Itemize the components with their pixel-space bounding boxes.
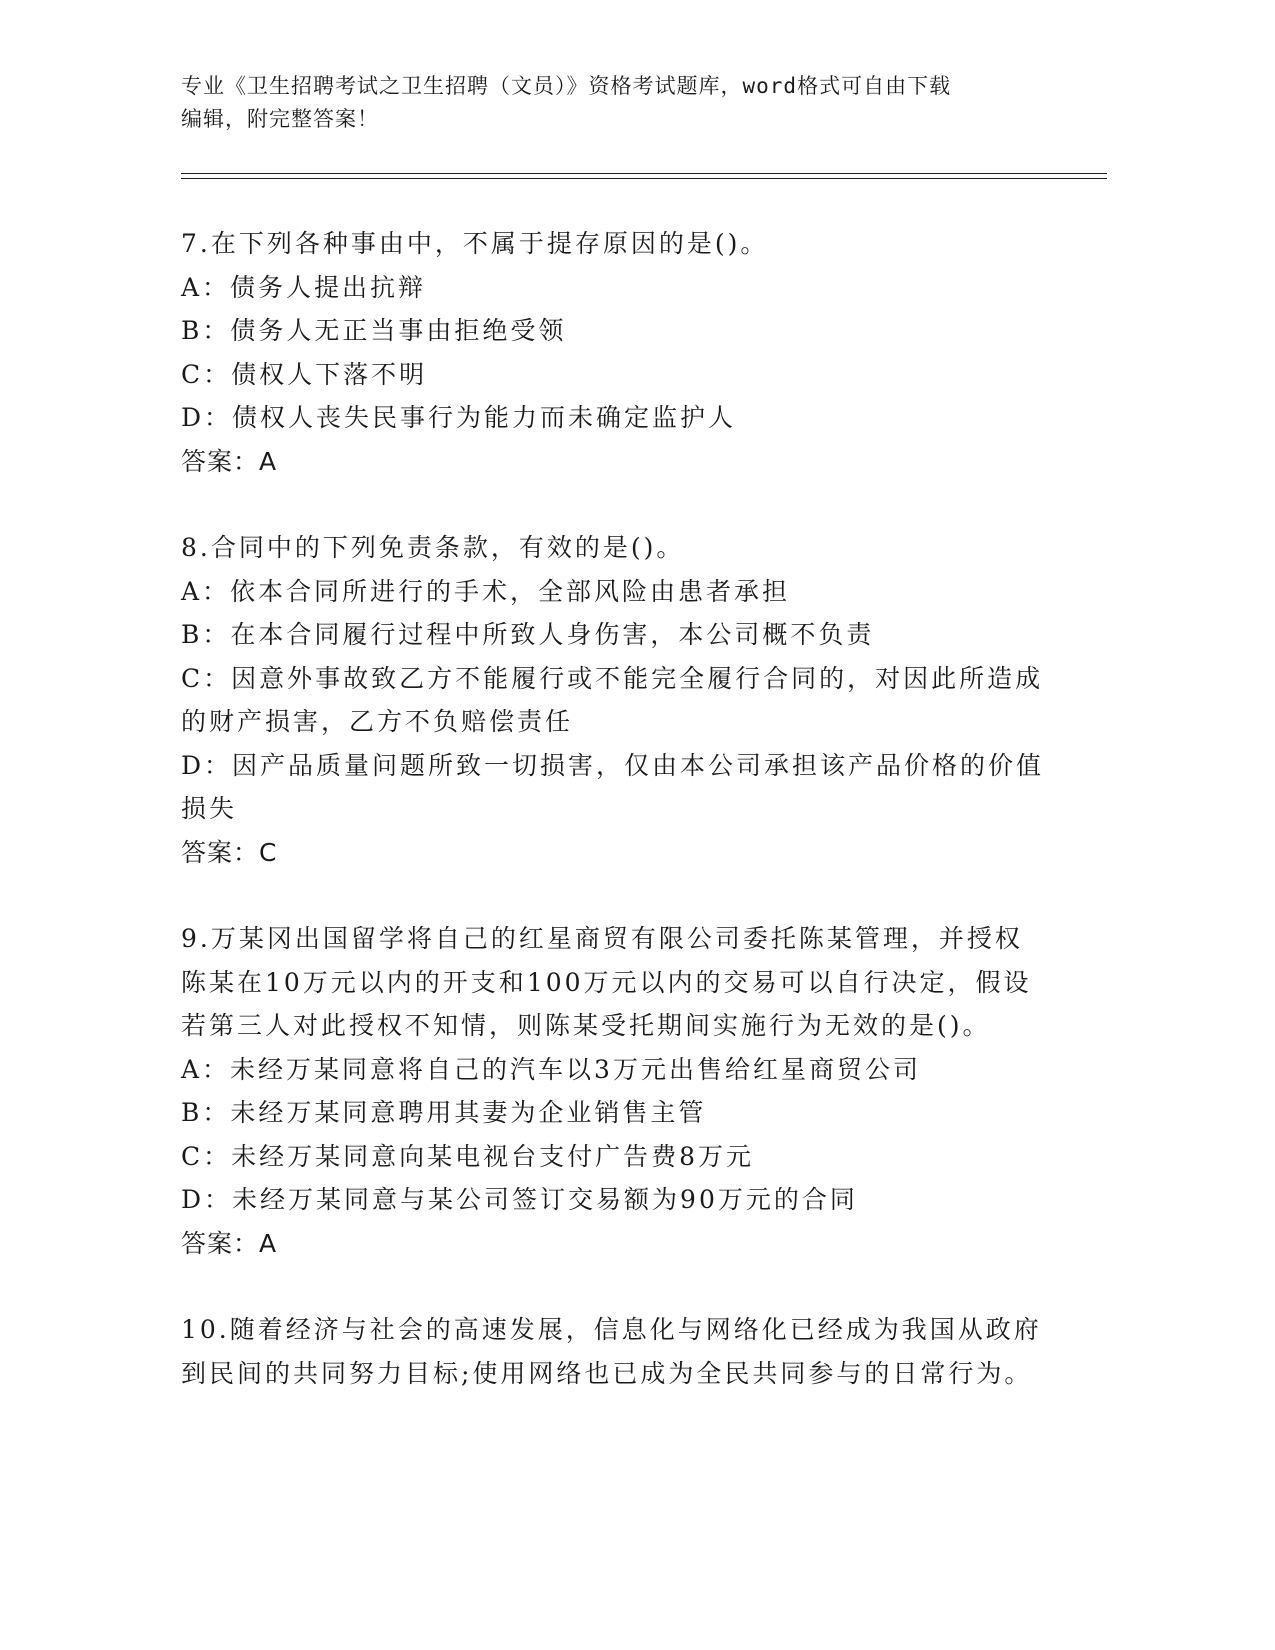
header-divider-bottom [181, 178, 1107, 179]
answer-line: 答案：A [181, 1228, 278, 1258]
question-list [181, 222, 1061, 1395]
option-line: D：未经万某同意与某公司签订交易额为90万元的合同 [181, 1185, 858, 1214]
header-divider-top [181, 173, 1107, 174]
option-line: C：债权人下落不明 [181, 359, 428, 389]
question-stem-line: 9.万某冈出国留学将自己的红星商贸有限公司委托陈某管理，并授权 [181, 924, 1023, 953]
option-line: A：债务人提出抗辩 [181, 272, 427, 302]
question-block [181, 1308, 1061, 1395]
option-line: C：未经万某同意向某电视台支付广告费8万元 [181, 1141, 755, 1171]
header-line-2: 编辑，附完整答案！ [181, 107, 379, 131]
option-line: B：在本合同履行过程中所致人身伤害，本公司概不负责 [181, 620, 875, 649]
question-stem-line: 7.在下列各种事由中，不属于提存原因的是()。 [181, 229, 769, 258]
option-line: C：因意外事故致乙方不能履行或不能完全履行合同的，对因此所造成 [181, 663, 1044, 693]
question-stem-line: 陈某在10万元以内的开支和100万元以内的交易可以自行决定，假设 [181, 967, 1032, 997]
answer-line: 答案：A [181, 446, 278, 476]
question-block [181, 917, 1061, 1265]
question-stem-line: 10.随着经济与社会的高速发展，信息化与网络化已经成为我国从政府 [181, 1315, 1042, 1344]
option-line: 损失 [181, 794, 238, 823]
question-block [181, 222, 1061, 483]
answer-line: 答案：C [181, 837, 278, 867]
document-header [181, 70, 1061, 136]
option-line: B：未经万某同意聘用其妻为企业销售主管 [181, 1098, 707, 1127]
question-stem-line: 若第三人对此授权不知情，则陈某受托期间实施行为无效的是()。 [181, 1011, 991, 1040]
option-line: 的财产损害，乙方不负赔偿责任 [181, 707, 574, 736]
option-line: A：依本合同所进行的手术，全部风险由患者承担 [181, 576, 791, 606]
header-line-1: 专业《卫生招聘考试之卫生招聘（文员）》资格考试题库，word格式可自由下载 [181, 74, 952, 98]
question-block [181, 526, 1061, 874]
option-line: D：债权人丧失民事行为能力而未确定监护人 [181, 403, 737, 432]
option-line: B：债务人无正当事由拒绝受领 [181, 316, 567, 345]
question-stem-line: 8.合同中的下列免责条款，有效的是()。 [181, 533, 685, 562]
option-line: D：因产品质量问题所致一切损害，仅由本公司承担该产品价格的价值 [181, 750, 1045, 780]
option-line: A：未经万某同意将自己的汽车以3万元出售给红星商贸公司 [181, 1054, 921, 1084]
question-stem-line: 到民间的共同努力目标;使用网络也已成为全民共同参与的日常行为。 [181, 1358, 1033, 1388]
